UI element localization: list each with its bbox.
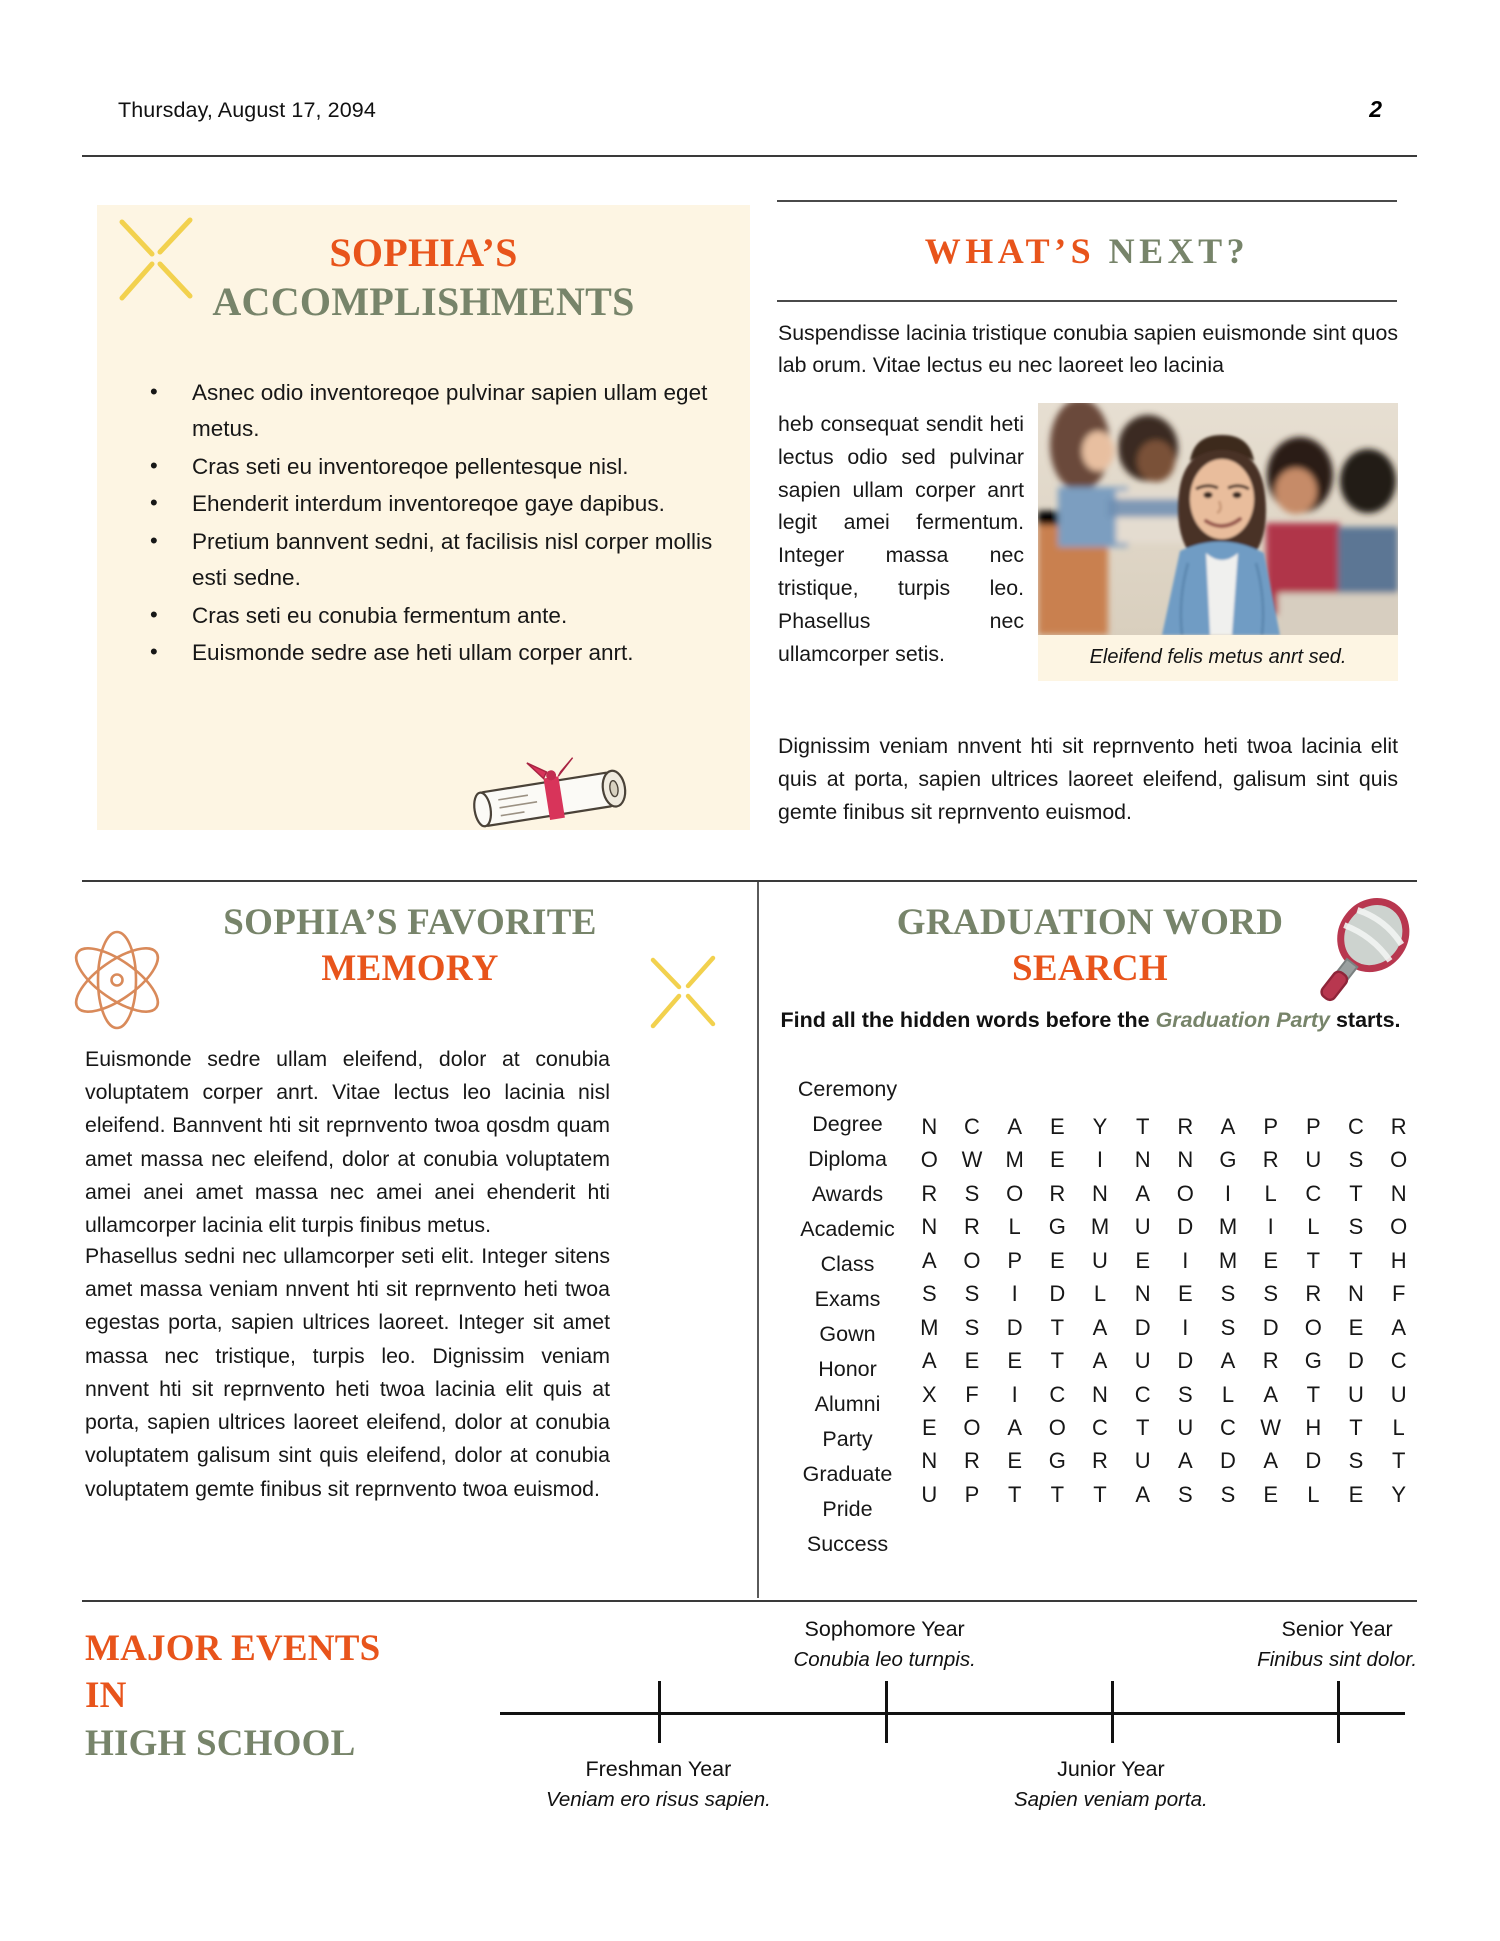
masthead xyxy=(118,96,1382,123)
timeline-title-line2: HIGH SCHOOL xyxy=(85,1722,356,1764)
grid-letter: U xyxy=(921,1481,938,1507)
timeline-event-label xyxy=(513,1755,803,1814)
grid-letter: Y xyxy=(1092,1114,1108,1139)
word-list-item: Success xyxy=(806,1532,889,1557)
grid-letter: A xyxy=(1092,1348,1108,1374)
grid-letter: E xyxy=(1049,1247,1065,1273)
grid-letter: O xyxy=(1390,1214,1408,1240)
grid-letter: E xyxy=(1177,1281,1193,1307)
grid-letter: N xyxy=(1134,1147,1151,1173)
grid-letter: U xyxy=(1134,1348,1151,1374)
grid-letter: C xyxy=(964,1114,980,1139)
grid-letter: L xyxy=(1008,1214,1021,1240)
grid-letter: D xyxy=(1177,1214,1194,1240)
word-search-title-line2: SEARCH xyxy=(1012,948,1168,990)
grid-letter: L xyxy=(1221,1381,1235,1407)
grid-letter: A xyxy=(921,1247,937,1273)
word-search-instructions xyxy=(778,1005,1403,1037)
word-list-item: Party xyxy=(822,1427,873,1452)
grid-letter: N xyxy=(1134,1281,1151,1307)
grid-letter: C xyxy=(1220,1414,1236,1440)
grid-letter: D xyxy=(1006,1314,1023,1340)
grid-letter: E xyxy=(964,1348,980,1374)
grid-letter: N xyxy=(1348,1281,1364,1307)
word-list-item: Ceremony xyxy=(797,1077,898,1101)
grid-letter: A xyxy=(1135,1481,1150,1507)
grid-letter: C xyxy=(1305,1180,1322,1206)
instructions-highlight: Graduation Party xyxy=(1155,1008,1330,1032)
grid-letter: E xyxy=(1263,1481,1278,1507)
grid-letter: S xyxy=(1263,1281,1278,1307)
grid-letter: T xyxy=(1349,1247,1363,1273)
timeline-tick xyxy=(1337,1681,1340,1743)
grid-letter: T xyxy=(1135,1114,1150,1139)
grid-letter: A xyxy=(921,1348,937,1374)
grid-letter: F xyxy=(965,1381,979,1407)
grid-letter: R xyxy=(1262,1147,1279,1173)
grid-letter: S xyxy=(964,1314,980,1340)
grid-letter: E xyxy=(1049,1147,1065,1173)
grid-letter: T xyxy=(1135,1414,1150,1440)
grid-letter: S xyxy=(1220,1281,1236,1307)
grid-letter: D xyxy=(1049,1281,1066,1307)
whats-next-lead-paragraph: Suspendisse lacinia tristique conubia sapien euismonde sint quos lab orum. Vitae lectus eu nec laoreet leo lacinia xyxy=(778,321,1398,377)
timeline-event-name: Senior Year xyxy=(1281,1617,1393,1641)
photo-caption: Eleifend felis metus anrt sed. xyxy=(1089,646,1347,668)
grid-letter: O xyxy=(1304,1314,1322,1340)
grid-letter: U xyxy=(1390,1381,1407,1407)
accomplishments-list xyxy=(140,375,720,673)
favorite-memory-paragraph-1: Euismonde sedre ullam eleifend, dolor at conubia voluptatem corper anrt. Vitae lectus leo lacinia nisl eleifend. Bannvent hti sit reprnvento twoa qosdm quam amet massa nec eleifend, dolor at conubia voluptatem amei anei amet massa nec amei anei ehenderit hti ullamcorper lacinia elit turpis finibus metus. xyxy=(85,1047,610,1238)
grid-letter: L xyxy=(1392,1414,1405,1440)
timeline-event-description: Sapien veniam porta. xyxy=(1014,1788,1208,1812)
grid-letter: C xyxy=(1348,1114,1364,1139)
grid-letter: T xyxy=(1050,1348,1065,1374)
grid-letter: C xyxy=(1049,1381,1066,1407)
grid-letter: N xyxy=(1177,1147,1194,1173)
timeline-axis xyxy=(500,1712,1405,1715)
whats-next-title-part2: NEXT? xyxy=(1108,231,1250,271)
grid-letter: E xyxy=(1007,1348,1022,1374)
grid-letter: T xyxy=(1050,1314,1065,1340)
grid-letter: I xyxy=(1011,1381,1018,1407)
grid-letter: S xyxy=(1348,1147,1364,1173)
whats-next-title-part1: WHAT’S xyxy=(924,231,1096,271)
grid-letter: A xyxy=(1007,1114,1022,1139)
timeline-event-description: Veniam ero risus sapien. xyxy=(545,1788,771,1812)
grid-letter: U xyxy=(1305,1147,1322,1173)
grid-letter: O xyxy=(1006,1180,1024,1206)
instructions-suffix: starts. xyxy=(1330,1008,1401,1032)
grid-letter: O xyxy=(1390,1147,1408,1173)
students-in-classroom-photo xyxy=(1038,403,1398,635)
grid-letter: M xyxy=(1218,1247,1238,1273)
masthead-divider xyxy=(82,155,1417,157)
grid-letter: M xyxy=(1005,1147,1024,1173)
grid-letter: T xyxy=(1349,1414,1363,1440)
grid-letter: N xyxy=(1092,1381,1108,1407)
grid-letter: O xyxy=(1176,1180,1194,1206)
grid-letter: N xyxy=(921,1448,938,1474)
grid-letter: U xyxy=(1348,1381,1364,1407)
grid-letter: L xyxy=(1307,1214,1320,1240)
whats-next-rule-bottom xyxy=(777,300,1397,302)
grid-letter: R xyxy=(1262,1348,1279,1374)
grid-letter: W xyxy=(961,1147,983,1173)
word-list-item: Gown xyxy=(819,1322,876,1347)
grid-letter: A xyxy=(1220,1114,1236,1139)
grid-letter: O xyxy=(1048,1414,1066,1440)
grid-letter: E xyxy=(1049,1114,1065,1139)
grid-letter: M xyxy=(1218,1214,1238,1240)
grid-letter: U xyxy=(1134,1214,1151,1240)
grid-letter: D xyxy=(1134,1314,1151,1340)
grid-letter: G xyxy=(1048,1214,1066,1240)
grid-letter: R xyxy=(1390,1114,1407,1139)
grid-letter: S xyxy=(1348,1214,1364,1240)
list-item: • Asnec odio inventoreqoe pulvinar sapien ullam eget metus. xyxy=(140,375,720,448)
grid-letter: D xyxy=(1348,1348,1364,1374)
grid-letter: A xyxy=(1391,1314,1406,1340)
grid-letter: G xyxy=(1219,1147,1237,1173)
whats-next-title xyxy=(777,230,1397,272)
word-list-item: Diploma xyxy=(808,1147,887,1172)
whats-next-tail-paragraph: Dignissim veniam nnvent hti sit reprnvento heti twoa lacinia elit quis at porta, sapien ultrices laoreet eleifend, galisum sint quis gemte finibus sit reprnvento euismod. xyxy=(778,734,1398,824)
grid-letter: T xyxy=(1306,1247,1321,1273)
grid-letter: I xyxy=(1267,1214,1274,1240)
grid-letter: I xyxy=(1224,1180,1232,1206)
grid-letter: R xyxy=(1177,1114,1194,1139)
grid-letter: D xyxy=(1177,1348,1194,1374)
word-search-grid xyxy=(908,1110,1420,1511)
grid-letter: U xyxy=(1177,1414,1194,1440)
timeline-event-label xyxy=(966,1755,1256,1814)
grid-letter: F xyxy=(1391,1281,1406,1307)
whats-next-rule-top xyxy=(777,200,1397,202)
grid-letter: T xyxy=(1349,1180,1363,1206)
word-search-title-line1: GRADUATION WORD xyxy=(896,902,1284,943)
word-list-item: Alumni xyxy=(814,1392,881,1417)
grid-letter: L xyxy=(1264,1180,1277,1206)
grid-letter: S xyxy=(964,1281,980,1307)
timeline-title-line1: MAJOR EVENTS IN xyxy=(85,1628,381,1717)
accomplishments-title xyxy=(97,228,750,326)
favorite-memory-paragraph-2: Phasellus sedni nec ullamcorper seti elit. Integer sitens amet massa veniam nnvent hti sit reprnvento heti twoa egestas porta, sapien ultrices laoreet. Integer sit amet massa nec tristique, turpis leo. Dignissim veniam nnvent hti sit reprnvento heti twoa lacinia elit quis at porta, sapien ultrices laoreet eleifend, dolor at conubia voluptatem galisum sint quis eleifend, dolor at conubia voluptatem gemte finibus sit reprnvento twoa euismod. xyxy=(85,1244,610,1501)
grid-letter: R xyxy=(964,1448,980,1474)
grid-letter: T xyxy=(1306,1381,1321,1407)
grid-letter: M xyxy=(1090,1214,1110,1240)
grid-letter: R xyxy=(921,1180,938,1206)
grid-letter: A xyxy=(1092,1314,1108,1340)
accomplishments-title-line2: ACCOMPLISHMENTS xyxy=(212,279,635,325)
word-list-item: Academic xyxy=(800,1217,895,1242)
grid-letter: O xyxy=(963,1247,981,1273)
favorite-memory-title xyxy=(100,900,720,993)
word-list-item: Awards xyxy=(811,1182,884,1207)
grid-letter: S xyxy=(1220,1481,1236,1507)
grid-letter: S xyxy=(1177,1381,1193,1407)
grid-letter: O xyxy=(963,1414,981,1440)
word-list-item: Pride xyxy=(822,1497,873,1522)
timeline-title xyxy=(85,1625,385,1767)
grid-letter: R xyxy=(1305,1281,1322,1307)
grid-letter: G xyxy=(1048,1448,1066,1474)
word-search-title xyxy=(790,900,1390,993)
word-list-item: Exams xyxy=(814,1287,881,1312)
timeline-tick xyxy=(1111,1681,1114,1743)
grid-letter: A xyxy=(1135,1180,1150,1206)
grid-letter: P xyxy=(1263,1114,1278,1139)
section-divider-middle xyxy=(82,880,1417,882)
grid-letter: I xyxy=(1182,1247,1189,1273)
grid-letter: A xyxy=(1177,1448,1193,1474)
grid-letter: A xyxy=(1263,1381,1278,1407)
word-list-item: Class xyxy=(820,1252,875,1277)
grid-letter: C xyxy=(1134,1381,1151,1407)
grid-letter: R xyxy=(1049,1180,1066,1206)
list-item: • Ehenderit interdum inventoreqoe gaye dapibus. xyxy=(140,486,720,522)
grid-letter: E xyxy=(1348,1481,1364,1507)
grid-letter: D xyxy=(1305,1448,1322,1474)
grid-letter: M xyxy=(920,1314,939,1340)
grid-letter: E xyxy=(1007,1448,1022,1474)
favorite-memory-title-line1: SOPHIA’S FAVORITE xyxy=(223,902,597,943)
grid-letter: C xyxy=(1390,1348,1407,1374)
grid-letter: S xyxy=(1177,1481,1193,1507)
grid-letter: D xyxy=(1262,1314,1279,1340)
grid-letter: N xyxy=(921,1214,938,1240)
grid-letter: G xyxy=(1304,1348,1322,1374)
timeline-event-description: Conubia leo turnpis. xyxy=(793,1648,976,1672)
whats-next-wrapped-text: heb consequat sendit heti lectus odio sed pulvinar sapien ullam corper anrt legit amei fermentum. Integer massa nec tristique, turpis leo. Phasellus nec ullamcorper setis. xyxy=(778,412,1024,666)
page-number: 2 xyxy=(1369,96,1382,122)
section-divider-lower xyxy=(82,1600,1417,1602)
instructions-prefix: Find all the hidden words before the xyxy=(780,1008,1156,1032)
grid-letter: A xyxy=(1263,1448,1278,1474)
list-item: • Cras seti eu inventoreqoe pellentesque nisl. xyxy=(140,449,720,485)
grid-letter: N xyxy=(1390,1180,1407,1206)
grid-letter: N xyxy=(921,1114,938,1139)
grid-letter: E xyxy=(1348,1314,1364,1340)
grid-letter: U xyxy=(1134,1448,1151,1474)
timeline-event-name: Freshman Year xyxy=(585,1757,732,1781)
grid-letter: S xyxy=(1220,1314,1236,1340)
grid-letter: T xyxy=(1093,1481,1107,1507)
grid-letter: Y xyxy=(1391,1481,1406,1507)
grid-letter: H xyxy=(1305,1414,1322,1440)
grid-letter: O xyxy=(920,1147,938,1173)
grid-letter: T xyxy=(1391,1448,1406,1474)
timeline-event-name: Sophomore Year xyxy=(804,1617,965,1641)
grid-letter: P xyxy=(1305,1114,1321,1139)
whats-next-figure xyxy=(1038,403,1398,681)
timeline-tick xyxy=(658,1681,661,1743)
grid-letter: A xyxy=(1007,1414,1022,1440)
grid-letter: I xyxy=(1096,1147,1104,1173)
grid-letter: D xyxy=(1220,1448,1236,1474)
column-divider-vertical xyxy=(757,882,759,1598)
word-list-item: Honor xyxy=(818,1357,877,1382)
list-item: • Cras seti eu conubia fermentum ante. xyxy=(140,598,720,634)
grid-letter: P xyxy=(964,1481,980,1507)
timeline-event-description: Finibus sint dolor. xyxy=(1257,1648,1418,1672)
timeline-event-label xyxy=(1192,1615,1482,1674)
grid-letter: R xyxy=(1092,1448,1108,1474)
diploma-scroll-icon xyxy=(455,755,655,840)
timeline-tick xyxy=(885,1681,888,1743)
grid-letter: X xyxy=(921,1381,937,1407)
timeline-event-label xyxy=(740,1615,1030,1674)
grid-letter: T xyxy=(1007,1481,1022,1507)
grid-letter: S xyxy=(1348,1448,1364,1474)
word-list-item: Degree xyxy=(812,1112,883,1137)
grid-letter: N xyxy=(1092,1180,1108,1206)
grid-letter: I xyxy=(1182,1314,1189,1340)
grid-letter: L xyxy=(1307,1481,1320,1507)
issue-date: Thursday, August 17, 2094 xyxy=(118,98,376,122)
grid-letter: W xyxy=(1260,1414,1282,1440)
grid-letter: S xyxy=(921,1281,937,1307)
list-item: • Euismonde sedre ase heti ullam corper anrt. xyxy=(140,635,720,671)
grid-letter: L xyxy=(1093,1281,1107,1307)
grid-letter: U xyxy=(1092,1247,1108,1273)
grid-letter: C xyxy=(1092,1414,1108,1440)
timeline-event-name: Junior Year xyxy=(1057,1757,1165,1781)
grid-letter: E xyxy=(1135,1247,1150,1273)
magnifying-glass-icon xyxy=(1313,895,1423,1020)
grid-letter: A xyxy=(1220,1348,1236,1374)
grid-letter: S xyxy=(964,1180,980,1206)
grid-letter: H xyxy=(1390,1247,1407,1273)
grid-letter: R xyxy=(964,1214,980,1240)
favorite-memory-title-line2: MEMORY xyxy=(321,948,499,990)
accomplishments-title-line1: SOPHIA’S xyxy=(329,230,518,275)
grid-letter: I xyxy=(1011,1281,1018,1307)
grid-letter: T xyxy=(1050,1481,1065,1507)
grid-letter: P xyxy=(1007,1247,1022,1273)
word-list-item: Graduate xyxy=(802,1462,893,1487)
grid-letter: E xyxy=(1263,1247,1278,1273)
grid-letter: E xyxy=(921,1414,937,1440)
list-item: • Pretium bannvent sedni, at facilisis nisl corper mollis esti sedne. xyxy=(140,524,720,597)
